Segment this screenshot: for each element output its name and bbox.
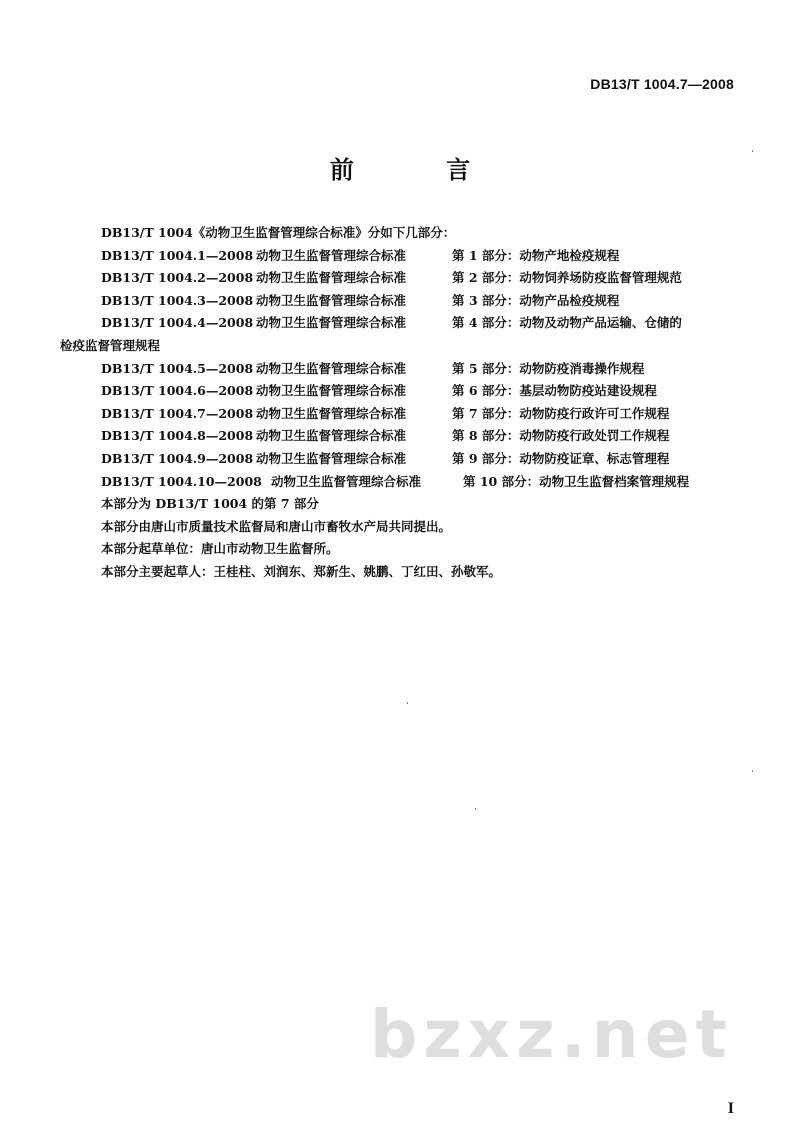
part-standard-title: 动物卫生监督管理综合标准 — [256, 383, 407, 399]
part-description: 第 9 部分：动物防疫证章、标志管理程 — [452, 450, 670, 466]
statement-proposer: 本部分由唐山市质量技术监督局和唐山市畜牧水产局共同提出。 — [101, 518, 452, 534]
part-standard-title: 动物卫生监督管理综合标准 — [256, 428, 407, 444]
part-line-5 — [60, 358, 740, 381]
part-standard-number: DB13/T 1004.4—2008 — [101, 315, 254, 331]
part-standard-title: 动物卫生监督管理综合标准 — [256, 247, 407, 263]
watermark-text: bzxz.net — [370, 996, 734, 1073]
part-standard-title: 动物卫生监督管理综合标准 — [256, 360, 407, 376]
part-description: 第 8 部分：动物防疫行政处罚工作规程 — [452, 428, 670, 444]
part-standard-number: DB13/T 1004.9—2008 — [101, 450, 254, 466]
page-title: 前 言 — [329, 156, 513, 184]
part-line-9 — [60, 448, 740, 471]
part-standard-title: 动物卫生监督管理综合标准 — [256, 270, 407, 286]
part-line-7 — [60, 403, 740, 426]
statement-drafters: 本部分主要起草人：王桂柱、刘润东、郑新生、姚鹏、丁红田、孙敬军。 — [101, 563, 502, 579]
part-line-1 — [60, 245, 740, 268]
part-line-10 — [60, 471, 740, 494]
part-standard-number: DB13/T 1004.6—2008 — [101, 383, 254, 399]
part-standard-title: 动物卫生监督管理综合标准 — [256, 315, 407, 331]
part-standard-title: 动物卫生监督管理综合标准 — [256, 292, 407, 308]
part-standard-number: DB13/T 1004.3—2008 — [101, 292, 254, 308]
standard-code-header: DB13/T 1004.7—2008 — [590, 76, 734, 92]
foreword-body — [60, 222, 740, 584]
statement-drafting-unit: 本部分起草单位：唐山市动物卫生监督所。 — [101, 541, 339, 557]
part-line-3 — [60, 290, 740, 313]
part-standard-title: 动物卫生监督管理综合标准 — [256, 405, 407, 421]
part-standard-number: DB13/T 1004.8—2008 — [101, 428, 254, 444]
part-line-4-continuation: 检疫监督管理规程 — [60, 337, 161, 353]
part-description: 第 6 部分：基层动物防疫站建设规程 — [452, 383, 657, 399]
part-description: 第 7 部分：动物防疫行政许可工作规程 — [452, 405, 670, 421]
part-standard-number: DB13/T 1004.2—2008 — [101, 270, 254, 286]
part-standard-title: 动物卫生监督管理综合标准 — [256, 450, 407, 466]
part-description: 第 5 部分：动物防疫消毒操作规程 — [452, 360, 645, 376]
part-description: 第 3 部分：动物产品检疫规程 — [452, 292, 620, 308]
part-standard-number: DB13/T 1004.1—2008 — [101, 247, 254, 263]
part-standard-title: 动物卫生监督管理综合标准 — [271, 473, 422, 489]
scan-speck — [475, 808, 476, 810]
part-description: 第 4 部分：动物及动物产品运输、仓储的 — [452, 315, 682, 331]
page-number: I — [727, 1100, 734, 1117]
scan-speck — [752, 150, 753, 152]
part-standard-number: DB13/T 1004.7—2008 — [101, 405, 254, 421]
part-line-2 — [60, 267, 740, 290]
scan-speck — [752, 770, 753, 772]
scan-speck — [407, 702, 408, 704]
part-standard-number: DB13/T 1004.10—2008 — [101, 473, 262, 489]
statement-part-number: 本部分为 DB13/T 1004 的第 7 部分 — [101, 496, 319, 512]
part-description: 第 1 部分：动物产地检疫规程 — [452, 247, 620, 263]
part-line-8 — [60, 425, 740, 448]
part-line-6 — [60, 380, 740, 403]
intro-line: DB13/T 1004《动物卫生监督管理综合标准》分如下几部分： — [101, 225, 456, 240]
part-standard-number: DB13/T 1004.5—2008 — [101, 360, 254, 376]
part-line-4 — [60, 312, 740, 335]
part-description: 第 10 部分：动物卫生监督档案管理规程 — [463, 473, 690, 489]
part-description: 第 2 部分：动物饲养场防疫监督管理规范 — [452, 270, 682, 286]
